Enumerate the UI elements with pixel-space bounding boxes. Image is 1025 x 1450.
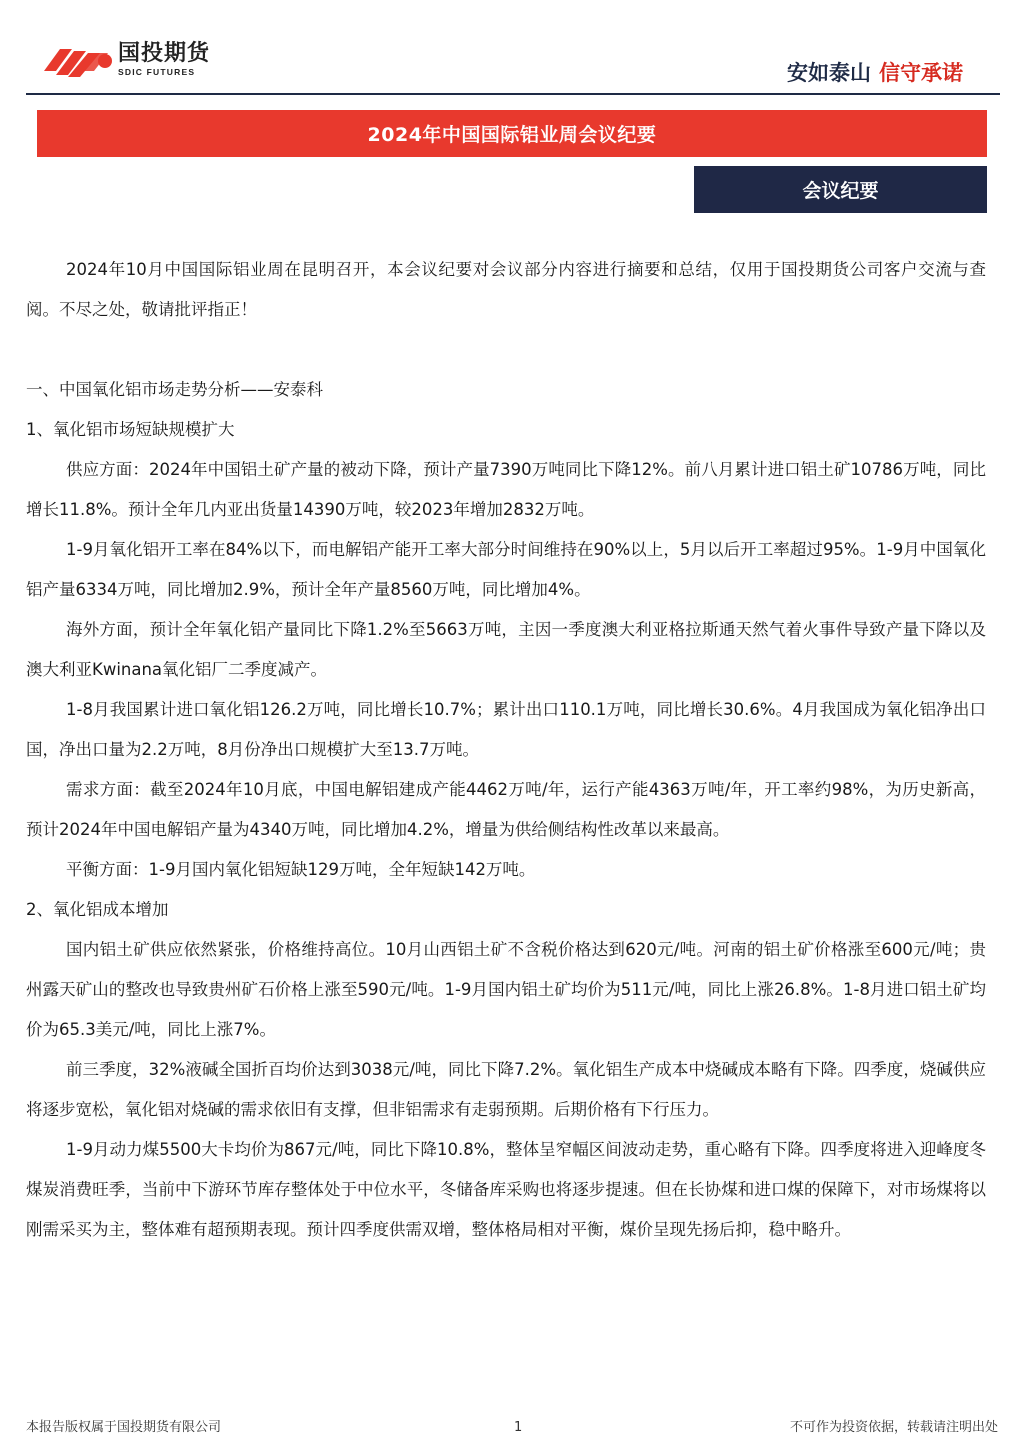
logo-english-name: SDIC FUTURES [118, 67, 196, 78]
body-paragraph: 平衡方面：1-9月国内氧化铝短缺129万吨，全年短缺142万吨。 [66, 860, 536, 879]
logo-stripes-icon [42, 41, 112, 79]
subsection-heading: 2、氧化铝成本增加 [26, 900, 169, 919]
title-banner [37, 110, 987, 157]
copyright-notice: 本报告版权属于国投期货有限公司 [26, 1420, 222, 1435]
body-paragraph: 1-9月动力煤5500大卡均价为867元/吨，同比下降10.8%，整体呈窄幅区间波动走势，重心略有下降。四季度将进入迎峰度冬煤炭消费旺季，当前中下游环节库存整体处于中位水平，冬储备库采购也将逐步提速。但在长协煤和进口煤的保障下，对市场煤将以刚需采买为主，整体难有超预期表现。预计四季度供需双增，整体格局相对平衡，煤价呈现先扬后抑，稳中略升。 [26, 1140, 986, 1239]
section-heading: 一、中国氧化铝市场走势分析——安泰科 [26, 380, 323, 399]
company-logo [42, 40, 210, 80]
slogan-part-one: 安如泰山 [787, 61, 871, 85]
logo-text [118, 43, 210, 77]
body-paragraph: 需求方面：截至2024年10月底，中国电解铝建成产能4462万吨/年，运行产能4363万吨/年，开工率约98%，为历史新高，预计2024年中国电解铝产量为4340万吨，同比增加4.2%，增量为供给侧结构性改革以来最高。 [26, 780, 986, 839]
subsection-heading: 1、氧化铝市场短缺规模扩大 [26, 420, 235, 439]
intro-paragraph: 2024年10月中国国际铝业周在昆明召开，本会议纪要对会议部分内容进行摘要和总结，仅用于国投期货公司客户交流与查阅。不尽之处，敬请批评指正！ [26, 260, 986, 319]
doc-type-badge [694, 166, 987, 213]
body-paragraph: 国内铝土矿供应依然紧张，价格维持高位。10月山西铝土矿不含税价格达到620元/吨。河南的铝土矿价格涨至600元/吨；贵州露天矿山的整改也导致贵州矿石价格上涨至590元/吨。1-9月国内铝土矿均价为511元/吨，同比上涨26.8%。1-8月进口铝土矿均价为65.3美元/吨，同比上涨7%。 [26, 940, 986, 1039]
report-body [26, 250, 986, 1250]
report-title: 2024年中国国际铝业周会议纪要 [367, 124, 657, 146]
body-paragraph: 1-8月我国累计进口氧化铝126.2万吨，同比增长10.7%；累计出口110.1万吨，同比增长30.6%。4月我国成为氧化铝净出口国，净出口量为2.2万吨，8月份净出口规模扩大至13.7万吨。 [26, 700, 986, 759]
body-paragraph: 前三季度，32%液碱全国折百均价达到3038元/吨，同比下降7.2%。氧化铝生产成本中烧碱成本略有下降。四季度，烧碱供应将逐步宽松，氧化铝对烧碱的需求依旧有支撑，但非铝需求有走弱预期。后期价格有下行压力。 [26, 1060, 986, 1119]
header-divider [26, 93, 1000, 95]
slogan-part-two: 信守承诺 [879, 61, 963, 85]
body-paragraph: 海外方面，预计全年氧化铝产量同比下降1.2%至5663万吨，主因一季度澳大利亚格拉斯通天然气着火事件导致产量下降以及澳大利亚Kwinana氧化铝厂二季度减产。 [26, 620, 986, 679]
logo-chinese-name: 国投期货 [118, 41, 211, 67]
company-slogan [787, 60, 963, 86]
disclaimer-notice: 不可作为投资依据，转载请注明出处 [789, 1420, 998, 1435]
body-paragraph: 供应方面：2024年中国铝土矿产量的被动下降，预计产量7390万吨同比下降12%。前八月累计进口铝土矿10786万吨，同比增长11.8%。预计全年几内亚出货量14390万吨，较2023年增加2832万吨。 [26, 460, 986, 519]
doc-type-label: 会议纪要 [802, 180, 879, 202]
body-paragraph: 1-9月氧化铝开工率在84%以下，而电解铝产能开工率大部分时间维持在90%以上，5月以后开工率超过95%。1-9月中国氧化铝产量6334万吨，同比增加2.9%，预计全年产量8560万吨，同比增加4%。 [26, 540, 986, 599]
page-number: 1 [514, 1420, 523, 1435]
